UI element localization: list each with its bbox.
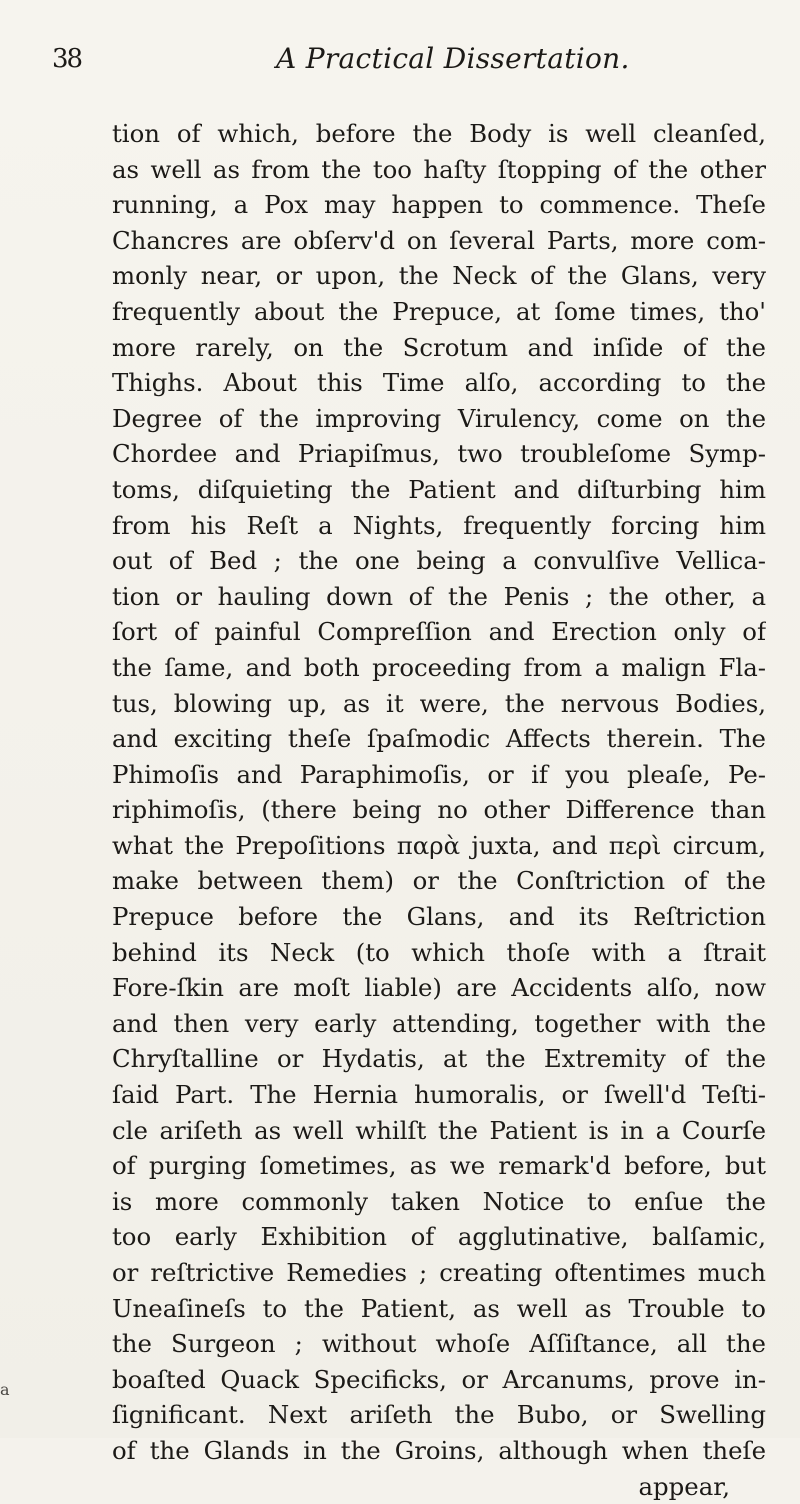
catchword: appear, bbox=[638, 1471, 730, 1501]
text-line: the ſame, and both proceeding from a malign Fla- bbox=[112, 652, 766, 682]
text-line: ſignificant. Next ariſeth the Bubo, or Swelling bbox=[112, 1400, 766, 1430]
text-line: what the Prepoſitions παρὰ juxta, and περὶ circum, bbox=[112, 830, 766, 860]
text-line: Thighs. About this Time alſo, according to the bbox=[112, 368, 766, 398]
text-line: of purging ſometimes, as we remark'd before, but bbox=[112, 1151, 766, 1181]
text-line: running, a Pox may happen to commence. Theſe bbox=[112, 190, 766, 220]
margin-mark: a bbox=[0, 1380, 10, 1399]
text-line: monly near, or upon, the Neck of the Glans, very bbox=[112, 261, 766, 291]
text-line: Chordee and Priapiſmus, two troubleſome Symp- bbox=[112, 439, 766, 469]
text-line: make between them) or the Conſtriction of the bbox=[112, 866, 766, 896]
text-line: and then very early attending, together with the bbox=[112, 1008, 766, 1038]
text-line: more rarely, on the Scrotum and inſide of the bbox=[112, 332, 766, 362]
text-line: tion of which, before the Body is well cleanſed, bbox=[112, 119, 766, 148]
text-line: Degree of the improving Virulency, come on the bbox=[112, 403, 766, 433]
text-line: tion or hauling down of the Penis ; the other, a bbox=[112, 581, 766, 611]
text-line: Chryſtalline or Hydatis, at the Extremity of the bbox=[112, 1044, 766, 1074]
body-text bbox=[52, 116, 766, 1504]
text-line: riphimoſis, (there being no other Difference than bbox=[112, 795, 766, 825]
text-line: Fore-ſkin are moſt liable) are Accidents alſo, now bbox=[112, 973, 766, 1003]
text-line: behind its Neck (to which thoſe with a ſtrait bbox=[112, 937, 766, 967]
text-line: frequently about the Prepuce, at ſome times, tho' bbox=[112, 296, 766, 326]
text-line: Prepuce before the Glans, and its Reſtriction bbox=[112, 902, 766, 932]
text-line: Phimoſis and Paraphimoſis, or if you pleaſe, Pe- bbox=[112, 759, 766, 789]
text-line: from his Reſt a Nights, frequently forcing him bbox=[112, 510, 766, 540]
text-line: boaſted Quack Specificks, or Arcanums, prove in- bbox=[112, 1364, 766, 1394]
text-line: cle ariſeth as well whilſt the Patient is in a Courſe bbox=[112, 1115, 766, 1145]
text-line: as well as from the too haſty ſtopping of the other bbox=[112, 154, 766, 184]
text-line: the Surgeon ; without whoſe Aſſiſtance, all the bbox=[112, 1329, 766, 1359]
text-line: Chancres are obſerv'd on ſeveral Parts, more com- bbox=[112, 225, 766, 255]
text-line: out of Bed ; the one being a convulſive Vellica- bbox=[112, 546, 766, 576]
page-number: 38 bbox=[52, 44, 82, 74]
text-line: Uneaſineſs to the Patient, as well as Trouble to bbox=[112, 1293, 766, 1323]
text-line: tus, blowing up, as it were, the nervous Bodies, bbox=[112, 688, 766, 718]
text-line: or reſtrictive Remedies ; creating oftentimes much bbox=[112, 1258, 766, 1287]
text-line: is more commonly taken Notice to enſue the bbox=[112, 1186, 766, 1216]
text-line: and exciting theſe ſpaſmodic Affects therein. The bbox=[112, 724, 766, 754]
running-title: A Practical Dissertation. bbox=[276, 42, 630, 75]
text-line: toms, diſquieting the Patient and diſturbing him bbox=[112, 474, 766, 504]
running-head bbox=[52, 44, 756, 116]
text-line: ſaid Part. The Hernia humoralis, or ſwell'd Teſti- bbox=[112, 1080, 766, 1110]
text-line: of the Glands in the Groins, although when theſe bbox=[112, 1435, 766, 1465]
text-line: ſort of painful Compreſſion and Erection only of bbox=[112, 617, 766, 647]
text-line: too early Exhibition of agglutinative, balſamic, bbox=[112, 1222, 766, 1252]
